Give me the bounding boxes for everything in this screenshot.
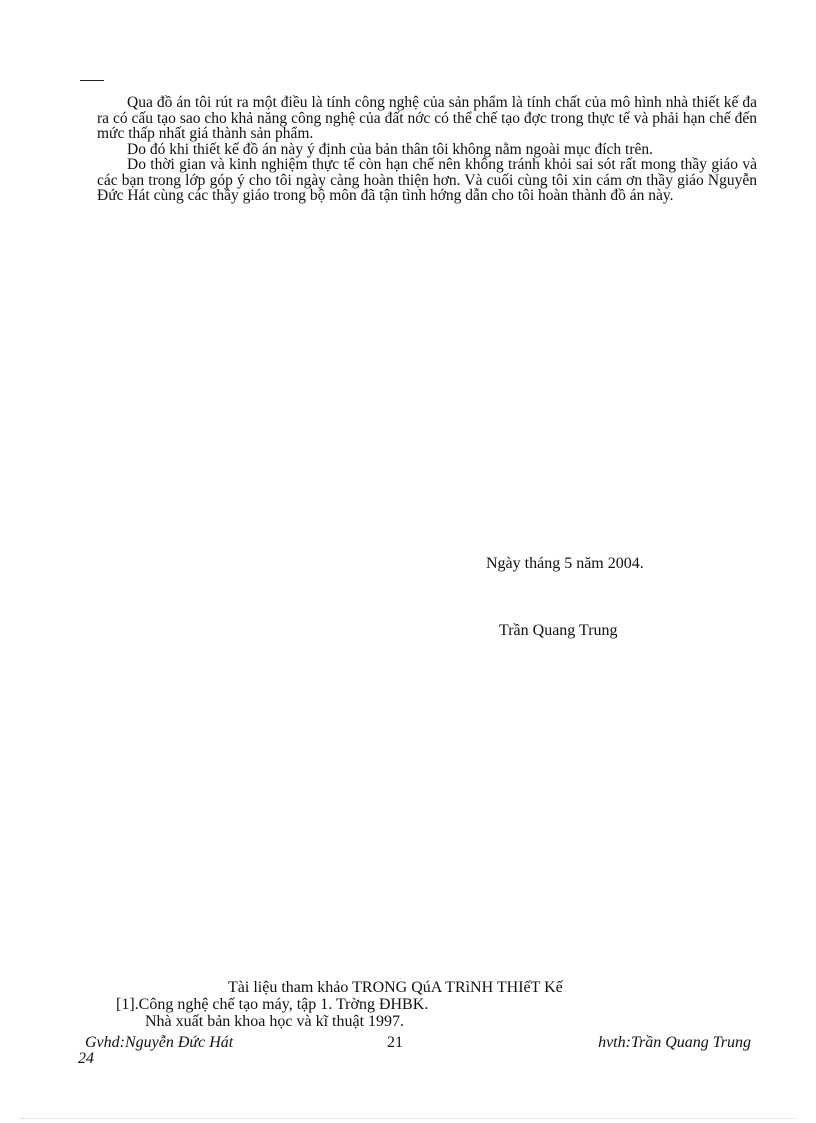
references-title: Tài liệu tham khảo TRONG QúA TRìNH THIếT Kế [228,979,563,996]
footer-supervisor: Gvhd:Nguyễn Đức Hát [85,1034,234,1051]
header-rule [80,80,104,81]
page-bottom-border [20,1118,796,1119]
footer-center-number: 21 [387,1034,403,1051]
footer-student: hvth:Trần Quang Trung [598,1034,751,1051]
paragraph-thanks: Do thời gian và kinh nghiệm thực tế còn hạn chế nên không tránh khỏi sai sót rất mong thầy giáo và các bạn trong lớp góp ý cho tôi ngày càng hoàn thiện hơn. Và cuối cùng tôi xin cám ơn thầy giáo Nguyễn Đức Hát cùng các thầy giáo trong bộ môn đã tận tình hớng dẫn cho tôi hoàn thành đồ án này. [97,156,757,204]
paragraph-tech: Qua đồ án tôi rút ra một điều là tính công nghệ của sản phẩm là tính chất của mô hình nhà thiết kế đa ra có cấu tạo sao cho khả năng công nghệ của đất nớc có thể chế tạo đợc trong thực tế và phải hạn chế đến mức thấp nhất giá thành sản phẩm. [97,94,757,142]
page-footer [85,1034,751,1054]
signature-date: Ngày tháng 5 năm 2004. [486,555,644,572]
page-number: 24 [78,1050,94,1067]
paragraph-intent: Do đó khi thiết kế đồ án này ý định của bản thân tôi không nằm ngoài mục đích trên. [127,140,654,158]
signature-name: Trần Quang Trung [499,622,618,639]
reference-item-1: [1].Công nghệ chế tạo máy, tập 1. Trờng ĐHBK. [116,996,429,1013]
conclusion-text [97,95,757,204]
reference-item-1-publisher: Nhà xuất bản khoa học và kĩ thuật 1997. [145,1013,405,1030]
